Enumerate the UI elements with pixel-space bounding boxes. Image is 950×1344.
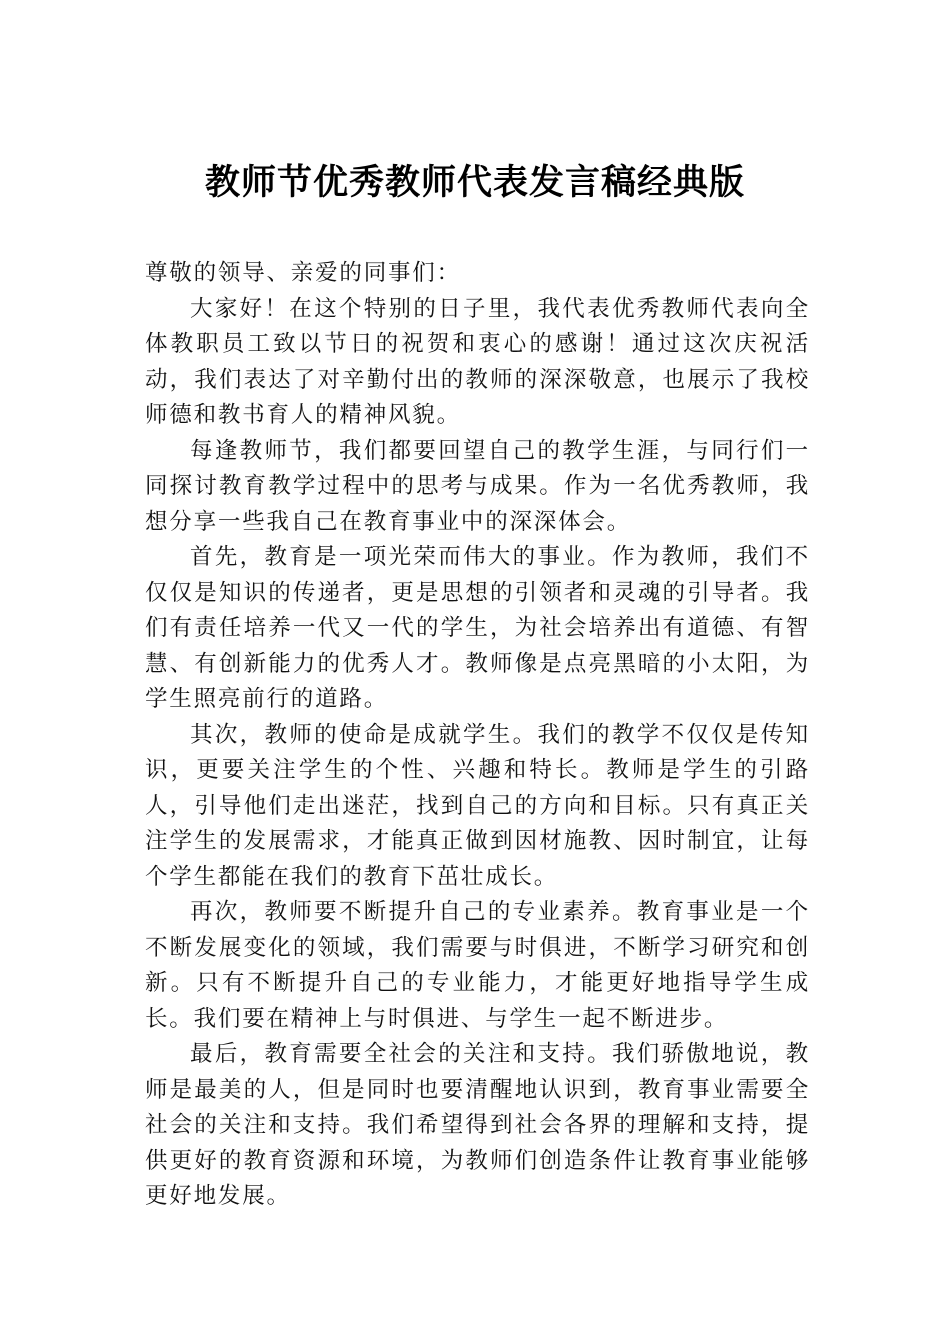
salutation: 尊敬的领导、亲爱的同事们：: [145, 260, 461, 286]
document-body: [145, 256, 810, 1215]
document-title: 教师节优秀教师代表发言稿经典版: [204, 162, 745, 203]
paragraph-first: 首先，教育是一项光荣而伟大的事业。作为教师，我们不仅仅是知识的传递者，更是思想的引领者和灵魂的引导者。我们有责任培养一代又一代的学生，为社会培养出有道德、有智慧、有创新能力的优秀人才。教师像是点亮黑暗的小太阳，为学生照亮前行的道路。: [145, 544, 810, 712]
paragraph-second: 其次，教师的使命是成就学生。我们的教学不仅仅是传知识，更要关注学生的个性、兴趣和特长。教师是学生的引路人，引导他们走出迷茫，找到自己的方向和目标。只有真正关注学生的发展需求，才能真正做到因材施教、因时制宜，让每个学生都能在我们的教育下茁壮成长。: [145, 721, 810, 890]
paragraph-teachers-day: 每逢教师节，我们都要回望自己的教学生涯，与同行们一同探讨教育教学过程中的思考与成果。作为一名优秀教师，我想分享一些我自己在教育事业中的深深体会。: [145, 437, 810, 535]
paragraph-third: 再次，教师要不断提升自己的专业素养。教育事业是一个不断发展变化的领域，我们需要与时俱进，不断学习研究和创新。只有不断提升自己的专业能力，才能更好地指导学生成长。我们要在精神上与时俱进、与学生一起不断进步。: [145, 899, 810, 1032]
paragraph-greeting: 大家好！在这个特别的日子里，我代表优秀教师代表向全体教职员工致以节日的祝贺和衷心的感谢！通过这次庆祝活动，我们表达了对辛勤付出的教师的深深敬意，也展示了我校师德和教书育人的精神风貌。: [145, 295, 810, 428]
paragraph-last: 最后，教育需要全社会的关注和支持。我们骄傲地说，教师是最美的人，但是同时也要清醒地认识到，教育事业需要全社会的关注和支持。我们希望得到社会各界的理解和支持，提供更好的教育资源和环境，为教师们创造条件让教育事业能够更好地发展。: [145, 1041, 810, 1209]
